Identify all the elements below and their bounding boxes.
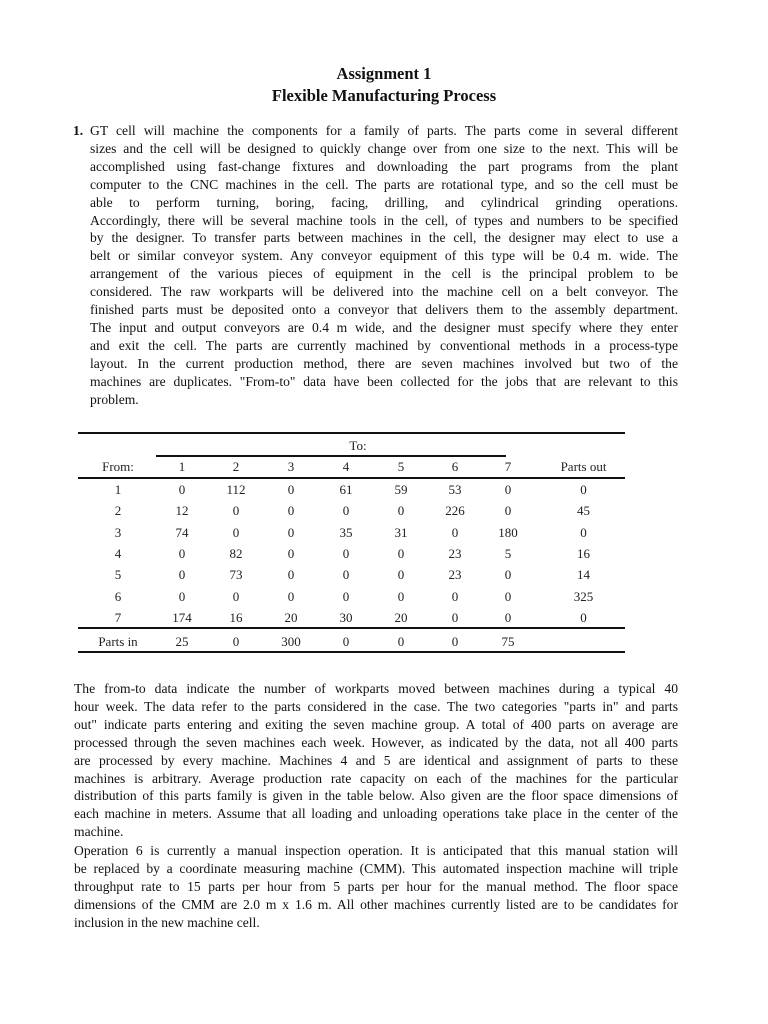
table-cell: 0	[232, 588, 240, 604]
text-line: able to perform turning, boring, facing, drilling, and cylindrical grinding operations.	[90, 194, 678, 210]
text-line: dimensions of the CMM are 2.0 m x 1.6 m. All other machines currently listed are to be candidates for	[74, 896, 678, 912]
text-line: sizes and the cell will be designed to quickly change over from one size to the next. This will be	[90, 140, 678, 156]
table-cell: 0	[287, 545, 295, 561]
text-line: processed through the seven machines each week. However, as indicated by the data, not all 400 parts	[74, 734, 678, 750]
from-machine-label: 5	[114, 567, 122, 583]
table-cell: 0	[451, 524, 459, 540]
from-machine-label: 3	[114, 524, 122, 540]
table-cell: 226	[445, 503, 465, 519]
table-cell: 0	[178, 588, 186, 604]
table-top-rule	[78, 432, 625, 434]
text-line: Accordingly, there will be several machine tools in the cell, of types and numbers to be specified	[90, 212, 678, 228]
table-cell: 0	[287, 588, 295, 604]
table-cell: 61	[339, 482, 353, 497]
table-cell: 0	[287, 503, 295, 519]
table-cell: 23	[448, 545, 462, 561]
table-cell: 5	[504, 545, 512, 561]
from-machine-label: 7	[114, 609, 122, 625]
parts-out-cell: 14	[577, 567, 590, 583]
from-machine-label: 2	[114, 503, 122, 519]
parts-in-cell: 0	[451, 634, 459, 649]
text-line: inclusion in the new machine cell.	[74, 914, 260, 930]
table-cell: 30	[339, 609, 353, 625]
text-line: by the designer. To transfer parts between machines in the cell, the designer may elect to use a	[90, 230, 678, 246]
table-cell: 59	[394, 482, 408, 497]
column-header-7: 7	[504, 459, 512, 474]
from-header: From:	[102, 459, 134, 474]
text-line: belt or similar conveyor system. Any conveyor equipment of this type will be 0.4 m. wide. The	[90, 248, 678, 264]
cmm-replacement-paragraph	[47, 842, 678, 932]
parts-in-cell: 75	[501, 634, 515, 649]
column-header-1: 1	[178, 459, 186, 474]
text-line: computer to the CNC machines in the cell. The parts are rotational type, and so the cell must be	[90, 176, 678, 192]
table-cell: 0	[504, 609, 512, 625]
text-line: The from-to data indicate the number of workparts moved between machines during a typical 40	[74, 681, 678, 696]
to-underline	[156, 455, 506, 457]
text-line: considered. The raw workparts will be delivered into the machine cell on a belt conveyor. The	[90, 284, 678, 300]
parts-out-cell: 0	[580, 482, 587, 497]
table-cell: 0	[287, 482, 295, 497]
parts-in-cell: 0	[232, 634, 240, 649]
table-cell: 16	[229, 609, 243, 625]
from-machine-label: 1	[114, 482, 122, 497]
table-cell: 82	[229, 545, 243, 561]
text-line: hour week. The data refer to the parts considered in the case. The two categories "parts in" and parts	[74, 698, 678, 714]
column-header-4: 4	[342, 459, 350, 474]
parts-out-cell: 0	[580, 609, 587, 625]
table-cell: 73	[229, 567, 243, 583]
question-number: 1.	[73, 123, 84, 138]
table-bottom-rule	[78, 651, 625, 653]
parts-in-cell: 25	[175, 634, 189, 649]
text-line: finished parts must be deposited onto a conveyor that delivers them to the assembly department.	[90, 302, 678, 318]
parts-out-cell: 0	[580, 524, 587, 540]
header-rule	[78, 477, 625, 479]
text-line: throughput rate to 15 parts per hour from 5 parts per hour for the manual method. The floor space	[74, 878, 678, 894]
parts-in-cell: 0	[342, 634, 350, 649]
text-line: layout. In the current production method, there are seven machines involved but two of the	[90, 355, 678, 371]
table-cell: 31	[394, 524, 408, 540]
table-cell: 0	[397, 545, 405, 561]
parts-out-header: Parts out	[560, 459, 607, 474]
parts-out-cell: 16	[577, 545, 590, 561]
table-cell: 112	[226, 482, 246, 497]
text-line: machine.	[74, 824, 124, 840]
parts-in-cell: 300	[281, 634, 301, 649]
text-line: each machine in meters. Assume that all loading and unloading operations take place in the center of the	[74, 806, 678, 822]
text-line: out" indicate parts entering and exiting the seven machine group. A total of 400 parts on average are	[74, 716, 678, 732]
from-to-table	[78, 430, 625, 655]
table-cell: 74	[175, 524, 189, 540]
parts-out-cell: 325	[573, 588, 594, 604]
text-line: arrangement of the various pieces of equipment in the cell is the principal problem to be	[90, 266, 678, 282]
parts-in-label: Parts in	[98, 634, 138, 649]
table-cell: 0	[178, 567, 186, 583]
text-line: GT cell will machine the components for a family of parts. The parts come in several different	[90, 123, 678, 138]
table-cell: 0	[504, 588, 512, 604]
to-header: To:	[349, 438, 367, 453]
table-cell: 20	[394, 609, 408, 625]
table-cell: 0	[287, 567, 295, 583]
table-cell: 0	[451, 588, 459, 604]
from-machine-label: 4	[114, 545, 122, 561]
table-cell: 0	[342, 503, 350, 519]
problem-description-paragraph	[90, 122, 678, 409]
table-cell: 35	[339, 524, 353, 540]
assignment-subtitle: Flexible Manufacturing Process	[271, 86, 497, 105]
table-cell: 20	[284, 609, 298, 625]
column-header-6: 6	[451, 459, 459, 474]
table-cell: 0	[342, 567, 350, 583]
table-cell: 23	[448, 567, 462, 583]
totals-rule	[78, 627, 625, 629]
text-line: distribution of this parts family is given in the table below. Also given are the floor space dimensions of	[74, 788, 678, 804]
table-cell: 0	[232, 524, 240, 540]
parts-out-cell: 45	[577, 503, 590, 519]
text-line: machines is arbitrary. Average production rate capacity on each of the machines for the particular	[74, 770, 678, 786]
from-machine-label: 6	[114, 588, 122, 604]
table-cell: 0	[504, 482, 512, 497]
text-line: machines are duplicates. "From-to" data have been collected for the jobs that are relevant to this	[90, 373, 678, 389]
column-header-5: 5	[397, 459, 405, 474]
text-line: problem.	[90, 391, 139, 407]
parts-in-cell: 0	[397, 634, 405, 649]
text-line: be replaced by a coordinate measuring machine (CMM). This automated inspection machine will triple	[74, 860, 678, 876]
column-header-3: 3	[287, 459, 295, 474]
text-line: and exit the cell. The parts are currently machined by conventional methods in a process-type	[90, 337, 678, 353]
text-line: accomplished using fast-change fixtures and downloading the part programs from the plant	[90, 158, 678, 174]
text-line: The input and output conveyors are 0.4 m wide, and the designer must specify where they enter	[90, 319, 678, 335]
table-cell: 0	[178, 482, 186, 497]
text-line: Operation 6 is currently a manual inspection operation. It is anticipated that this manual station will	[74, 843, 678, 858]
table-cell: 0	[232, 503, 240, 519]
table-cell: 0	[397, 503, 405, 519]
assignment-title: Assignment 1	[336, 64, 432, 83]
from-to-explanation-paragraph	[47, 680, 678, 841]
table-cell: 0	[342, 588, 350, 604]
table-cell: 0	[451, 609, 459, 625]
table-cell: 180	[498, 524, 518, 540]
table-cell: 0	[178, 545, 186, 561]
table-cell: 0	[342, 545, 350, 561]
table-cell: 0	[504, 567, 512, 583]
table-cell: 0	[397, 588, 405, 604]
table-cell: 0	[504, 503, 512, 519]
table-cell: 0	[287, 524, 295, 540]
table-cell: 174	[172, 609, 192, 625]
table-cell: 53	[448, 482, 462, 497]
column-header-2: 2	[232, 459, 240, 474]
text-line: are processed by every machine. Machines 4 and 5 are identical and assignment of parts to these	[74, 752, 678, 768]
table-cell: 12	[175, 503, 189, 519]
table-cell: 0	[397, 567, 405, 583]
